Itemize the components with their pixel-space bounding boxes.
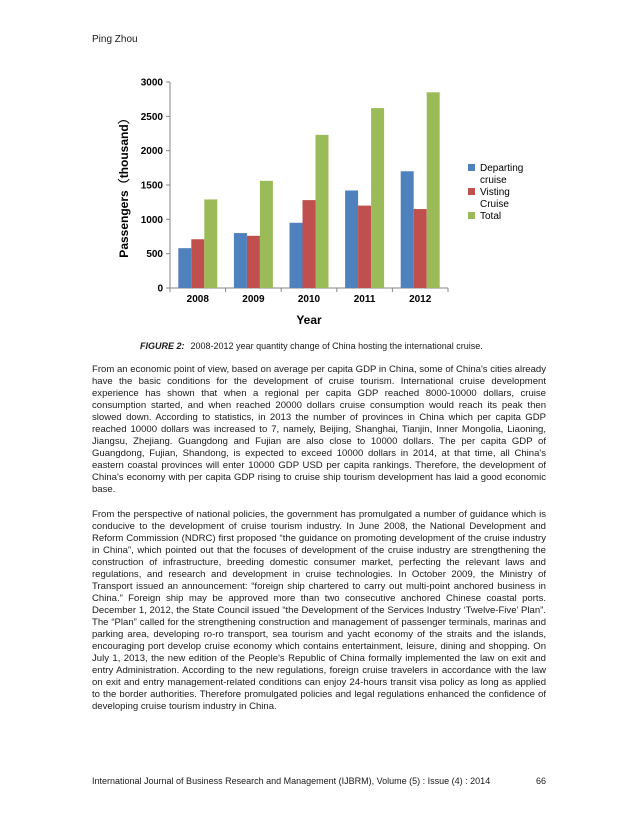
bar-total-2009	[260, 181, 273, 288]
legend-label: cruise	[480, 175, 507, 186]
y-tick-label: 1000	[140, 214, 163, 226]
footer-journal: International Journal of Business Research and Management (IJBRM), Volume (5) : Issue (4) : 2014	[92, 776, 491, 786]
y-tick-label: 500	[146, 249, 163, 261]
paragraph-economic: From an economic point of view, based on average per capita GDP in China, some of China's cities already have the basic conditions for the development of cruise tourism. International cruise development experience has shown that when a regional per capita GDP reached 8000-10000 dollars, cruise consumption started, and when reached 20000 dollars cruise consumption would reach its peak then slowed down. According to statistics, in 2013 the number of provinces in China which per capita GDP reached 10000 dollars was increased to 7, namely, Beijing, Shanghai, Tianjin, Inner Mongolia, Liaoning, Jiangsu, Zhejiang. Guangdong and Fujian are also close to 10000 dollars. The per capita GDP of Guangdong, Fujian, Shandong, is expected to exceed 10000 dollars in 2014, at that time, all China's eastern coastal provinces will enter 10000 GDP USD per capita rankings. Therefore, the development of China's economy with per capita GDP rising to cruise ship tourism development has laid a good economic base.	[92, 364, 546, 496]
bar-departing-cruise-2009	[234, 233, 247, 288]
bar-visting-cruise-2008	[191, 239, 204, 288]
y-tick-label: 0	[157, 283, 163, 295]
legend-swatch	[468, 212, 475, 219]
legend-swatch	[468, 188, 475, 195]
bar-departing-cruise-2010	[290, 223, 303, 288]
footer-page-number: 66	[535, 776, 546, 786]
chart-svg	[92, 68, 552, 338]
x-axis-title: Year	[296, 313, 322, 327]
y-tick-label: 3000	[140, 77, 163, 89]
x-tick-label: 2009	[242, 294, 265, 305]
x-tick-label: 2012	[409, 294, 432, 305]
bar-departing-cruise-2012	[401, 171, 414, 288]
y-tick-label: 2500	[140, 111, 163, 123]
figure-label: FIGURE 2:	[140, 341, 185, 351]
legend-label: Total	[480, 211, 502, 222]
paragraph-policy: From the perspective of national policies, the government has promulgated a number of guidance which is conducive to the development of cruise tourism industry. In June 2008, the National Development and Reform Commission (NDRC) first proposed “the guidance on promoting development of the cruise industry in China”, which pointed out that the focuses of development of the cruise industry are strengthening the construction of infrastructure, breeding domestic consumer market, perfecting the relevant laws and regulations, and research and development in cruise technologies. In October 2009, the Ministry of Transport issued an announcement: “foreign ship chartered to carry out multi-point anchored business in China.” Foreign ship may be approved more than two consecutive anchored Chinese coastal ports. December 1, 2012, the State Council issued “the Development of the Services Industry ‘Twelve-Five’ Plan”. The “Plan” called for the strengthening construction and management of passenger terminals, marinas and parking area, developing ro-ro transport, sea tourism and yacht economy of the straits and the islands, encouraging port develop cruise economy which contains entertainment, leisure, dining and shopping. On July 1, 2013, the new edition of the People's Republic of China formally implemented the law on exit and entry Administration. According to the new regulations, foreign cruise travelers in accordance with the law on exit and entry management-related conditions can enjoy 24-hours transit visa policy as long as applied to the border authorities. Therefore promulgated policies and legal regulations enhanced the confidence of developing cruise tourism industry in China.	[92, 508, 546, 713]
bar-total-2010	[316, 135, 329, 288]
bar-total-2011	[371, 108, 384, 288]
legend-label: Visting	[480, 187, 510, 198]
bar-total-2008	[204, 199, 217, 288]
x-tick-label: 2011	[353, 294, 376, 305]
bar-visting-cruise-2011	[358, 206, 371, 288]
bar-chart	[92, 68, 552, 338]
legend-label: Cruise	[480, 199, 509, 210]
figure-caption	[140, 341, 483, 351]
running-header-author: Ping Zhou	[92, 34, 138, 45]
legend-label: Departing	[480, 163, 524, 174]
y-tick-label: 2000	[140, 146, 163, 158]
x-tick-label: 2008	[186, 294, 209, 305]
bar-visting-cruise-2009	[247, 236, 260, 288]
body-text	[92, 364, 546, 725]
page-footer	[92, 776, 546, 786]
y-axis-title: Passengers（thousand）	[117, 112, 131, 258]
legend-swatch	[468, 164, 475, 171]
bar-visting-cruise-2012	[414, 209, 427, 288]
bar-visting-cruise-2010	[303, 200, 316, 288]
x-tick-label: 2010	[297, 294, 321, 305]
bar-departing-cruise-2008	[178, 248, 191, 288]
y-tick-label: 1500	[140, 180, 163, 192]
figure-caption-text: 2008-2012 year quantity change of China hosting the international cruise.	[190, 341, 483, 351]
bar-departing-cruise-2011	[345, 190, 358, 288]
bar-total-2012	[427, 92, 440, 288]
